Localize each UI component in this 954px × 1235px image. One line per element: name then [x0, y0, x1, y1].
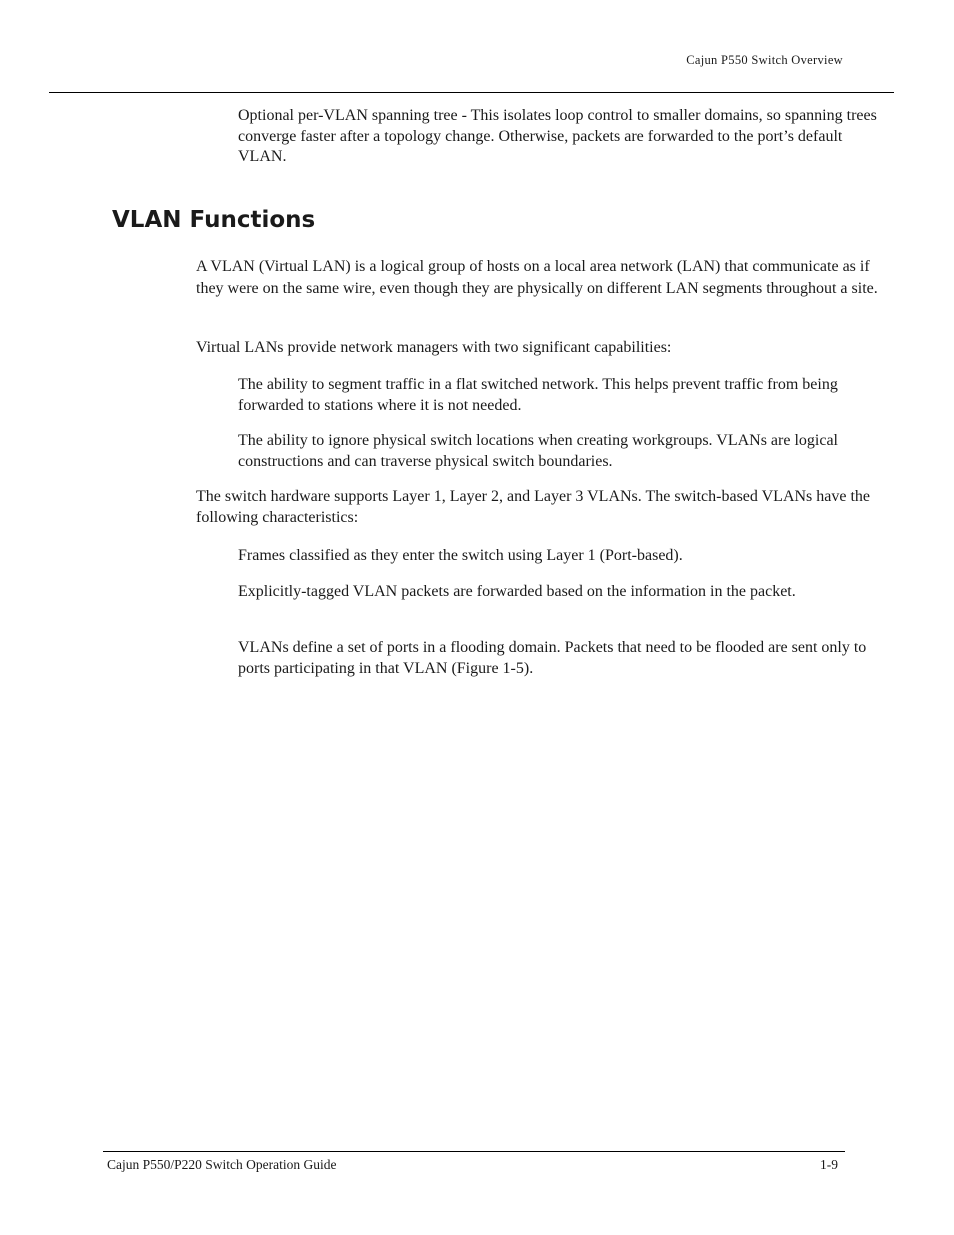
capability-item: The ability to segment traffic in a flat switched network. This helps prevent traffic from being forwarded to stations where it is not needed. — [238, 376, 838, 414]
footer-rule — [103, 1151, 845, 1152]
running-header-title: Cajun P550 Switch Overview — [686, 53, 843, 67]
footer-guide-title: Cajun P550/P220 Switch Operation Guide — [107, 1157, 337, 1172]
section-heading: VLAN Functions — [112, 207, 316, 233]
characteristic-item: VLANs define a set of ports in a flooding domain. Packets that need to be flooded are sent only to ports participating in that VLAN (Figure 1-5). — [238, 639, 867, 677]
header-rule — [49, 92, 894, 93]
definition-paragraph: A VLAN (Virtual LAN) is a logical group of hosts on a local area network (LAN) that communicate as if they were on the same wire, even though they are physically on different LAN segments throughout a site. — [196, 258, 878, 297]
footer-page-number: 1-9 — [820, 1157, 838, 1172]
capabilities-intro-paragraph: Virtual LANs provide network managers with two significant capabilities: — [196, 339, 672, 356]
intro-bullet-text: Optional per-VLAN spanning tree - This isolates loop control to smaller domains, so spanning trees converge faster after a topology change. Otherwise, packets are forwarded to the port’s default VLAN. — [238, 107, 877, 165]
capability-item: The ability to ignore physical switch locations when creating workgroups. VLANs are logical constructions and can traverse physical switch boundaries. — [238, 432, 838, 470]
hardware-paragraph: The switch hardware supports Layer 1, Layer 2, and Layer 3 VLANs. The switch-based VLANs have the following characteristics: — [196, 488, 871, 526]
characteristic-item: Frames classified as they enter the switch using Layer 1 (Port-based). — [238, 547, 683, 564]
characteristic-item: Explicitly-tagged VLAN packets are forwarded based on the information in the packet. — [238, 583, 796, 600]
